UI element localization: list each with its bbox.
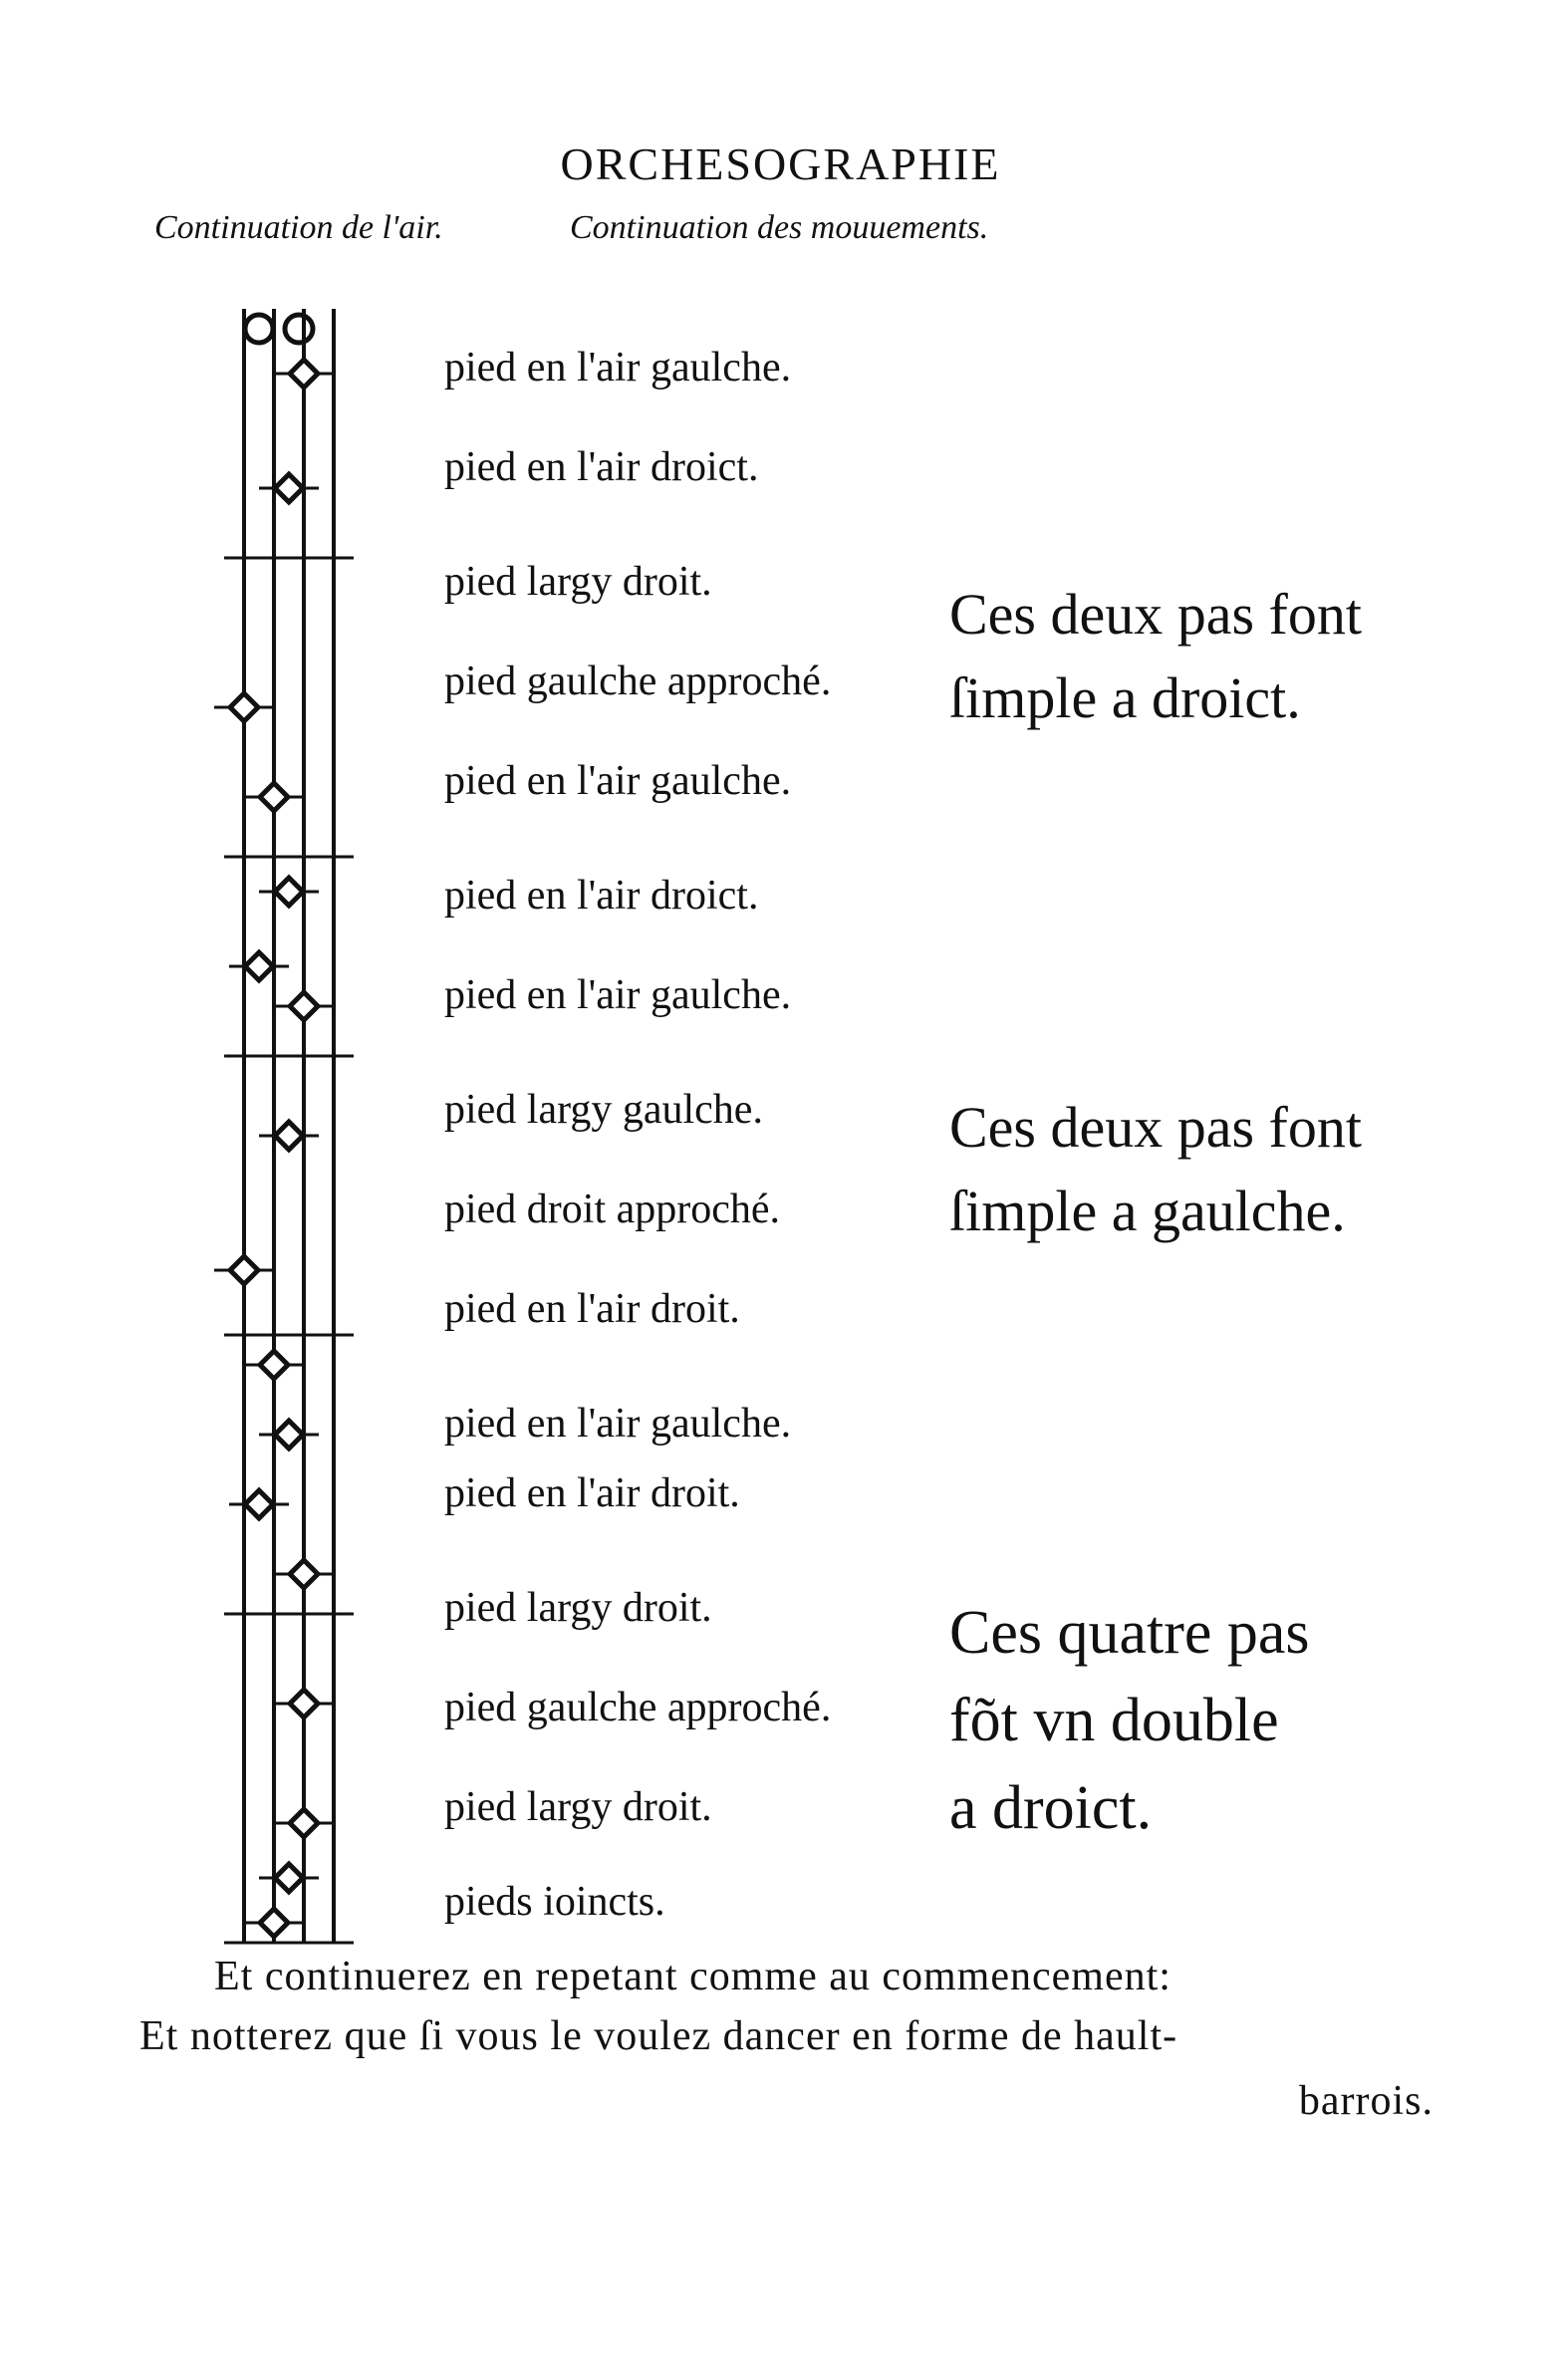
left-subtitle: Continuation de l'air. [154,209,443,246]
step-label-2: pied en l'air droict. [444,444,759,490]
staff-note-diamond [290,1809,318,1837]
staff-note-diamond [290,1690,318,1718]
step-label-3: pied largy droit. [444,559,712,605]
staff-note-diamond [275,878,303,906]
side-note-line: fõt vn double [949,1687,1279,1754]
step-label-7: pied en l'air gaulche. [444,972,792,1018]
staff-note-diamond [275,1421,303,1449]
staff-note-diamond [245,952,273,980]
side-note-line: Ces deux pas font [949,1095,1362,1160]
staff-note-diamond [230,1256,258,1284]
side-note-line: Ces quatre pas [949,1599,1310,1667]
side-note-simple-gaulche [949,1086,1362,1253]
staff-note-diamond [275,1864,303,1892]
side-note-line: ſimple a gaulche. [949,1179,1346,1243]
page-title: ORCHESOGRAPHIE [560,138,1001,189]
step-label-8: pied largy gaulche. [444,1087,763,1133]
step-label-4: pied gaulche approché. [444,659,832,704]
step-label-16: pieds ioincts. [444,1879,665,1925]
right-subtitle: Continuation des mouuements. [570,209,989,246]
side-note-line: a droict. [949,1774,1153,1842]
side-note-line: Ces deux pas font [949,582,1362,647]
staff-note-diamond [260,1351,288,1379]
staff-note-diamond [260,1909,288,1937]
music-staff-tablature [204,299,374,1953]
step-label-11: pied en l'air gaulche. [444,1401,792,1447]
step-label-6: pied en l'air droict. [444,873,759,919]
footer-line-3: barrois. [1298,2078,1433,2124]
step-label-14: pied gaulche approché. [444,1685,832,1730]
staff-note-diamond [290,992,318,1020]
side-note-double-droict [949,1589,1310,1852]
step-label-5: pied en l'air gaulche. [444,758,792,804]
side-note-line: ſimple a droict. [949,665,1301,730]
step-label-9: pied droit approché. [444,1187,781,1232]
staff-note-diamond [260,783,288,811]
staff-note-diamond [290,360,318,388]
side-note-simple-droict [949,573,1362,740]
step-label-10: pied en l'air droit. [444,1286,740,1332]
step-label-12: pied en l'air droit. [444,1470,740,1516]
staff-note-diamond [290,1560,318,1588]
staff-note-diamond [275,474,303,502]
step-label-15: pied largy droit. [444,1784,712,1830]
staff-note-diamond [275,1122,303,1150]
footer-line-2: Et notterez que ſi vous le voulez dancer en forme de hault- [139,2013,1178,2059]
step-label-13: pied largy droit. [444,1585,712,1631]
staff-note-diamond [245,1490,273,1518]
staff-note-diamond [230,693,258,721]
footer-line-1: Et continuerez en repetant comme au commencement: [214,1954,1171,1999]
step-label-1: pied en l'air gaulche. [444,345,792,391]
